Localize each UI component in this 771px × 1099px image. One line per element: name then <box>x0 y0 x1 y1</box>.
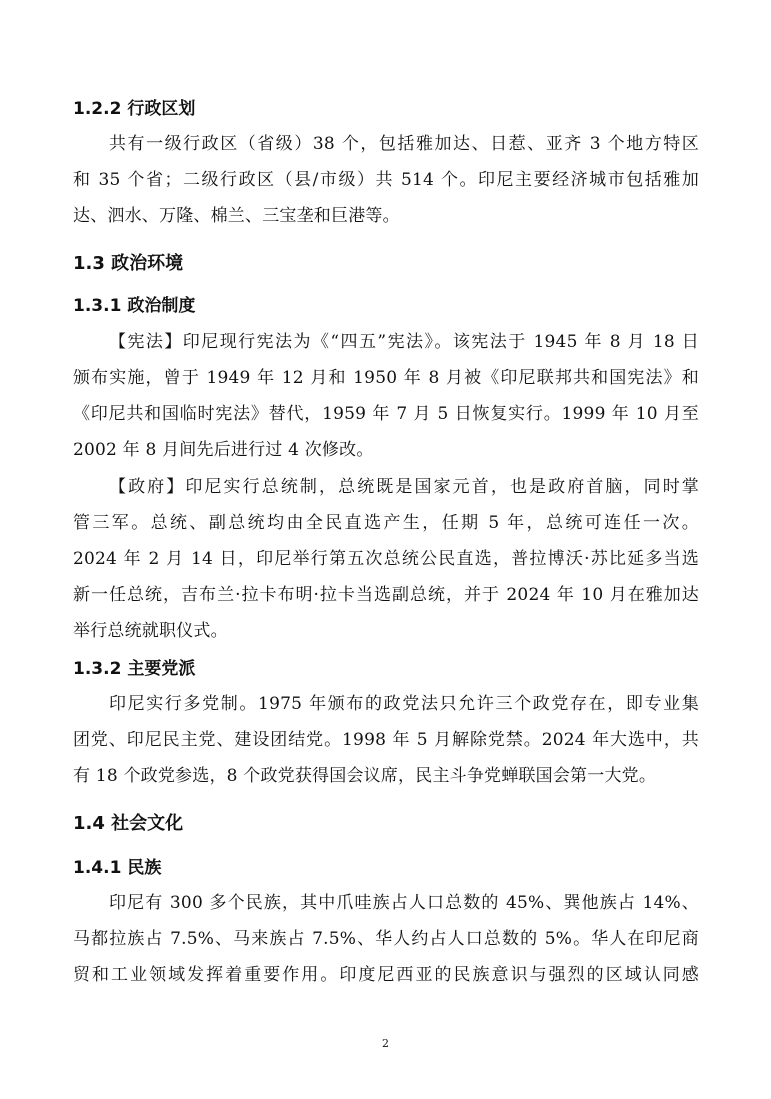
paragraph-line: 新一任总统，吉布兰·拉卡布明·拉卡当选副总统，并于 2024 年 10 月在雅加达 <box>73 585 699 605</box>
paragraph-admin-divisions <box>73 126 699 234</box>
paragraph-line: 贸和工业领域发挥着重要作用。印度尼西亚的民族意识与强烈的区域认同感 <box>73 965 699 985</box>
paragraph-ethnic-groups <box>73 885 699 993</box>
heading-1-4-1: 1.4.1 民族 <box>73 858 162 878</box>
page-number: 2 <box>382 1037 389 1050</box>
paragraph-line: 管三军。总统、副总统均由全民直选产生，任期 5 年，总统可连任一次。 <box>73 513 699 533</box>
paragraph-line: 共有一级行政区（省级）38 个，包括雅加达、日惹、亚齐 3 个地方特区 <box>109 134 699 154</box>
paragraph-line: 2024 年 2 月 14 日，印尼举行第五次总统公民直选，普拉博沃·苏比延多当选 <box>73 549 699 569</box>
paragraph-line: 印尼实行多党制。1975 年颁布的政党法只允许三个政党存在，即专业集 <box>109 694 699 714</box>
paragraph-parties <box>73 686 699 794</box>
paragraph-line: 印尼有 300 多个民族，其中爪哇族占人口总数的 45%、巽他族占 14%、 <box>109 893 699 913</box>
paragraph-line: 《印尼共和国临时宪法》替代，1959 年 7 月 5 日恢复实行。1999 年 10 月至 <box>73 404 699 424</box>
paragraph-line: 马都拉族占 7.5%、马来族占 7.5%、华人约占人口总数的 5%。华人在印尼商 <box>73 929 699 949</box>
heading-1-4: 1.4 社会文化 <box>73 813 184 834</box>
paragraph-line: 举行总统就职仪式。 <box>73 621 228 641</box>
paragraph-line: 达、泗水、万隆、棉兰、三宝垄和巨港等。 <box>73 206 400 226</box>
heading-1-3-1: 1.3.1 政治制度 <box>73 296 196 316</box>
paragraph-line: 2002 年 8 月间先后进行过 4 次修改。 <box>73 440 374 460</box>
paragraph-constitution <box>73 324 699 468</box>
paragraph-line: 【政府】印尼实行总统制，总统既是国家元首，也是政府首脑，同时掌 <box>109 477 699 497</box>
heading-1-3: 1.3 政治环境 <box>73 253 184 274</box>
heading-1-3-2: 1.3.2 主要党派 <box>73 659 196 679</box>
paragraph-line: 有 18 个政党参选，8 个政党获得国会议席，民主斗争党蝉联国会第一大党。 <box>73 766 657 786</box>
heading-1-2-2: 1.2.2 行政区划 <box>73 99 196 119</box>
paragraph-line: 团党、印尼民主党、建设团结党。1998 年 5 月解除党禁。2024 年大选中，共 <box>73 730 699 750</box>
paragraph-government <box>73 469 699 649</box>
paragraph-line: 【宪法】印尼现行宪法为《“四五”宪法》。该宪法于 1945 年 8 月 18 日 <box>109 332 699 352</box>
paragraph-line: 颁布实施，曾于 1949 年 12 月和 1950 年 8 月被《印尼联邦共和国宪法》和 <box>73 368 699 388</box>
paragraph-line: 和 35 个省；二级行政区（县/市级）共 514 个。印尼主要经济城市包括雅加 <box>73 170 699 190</box>
